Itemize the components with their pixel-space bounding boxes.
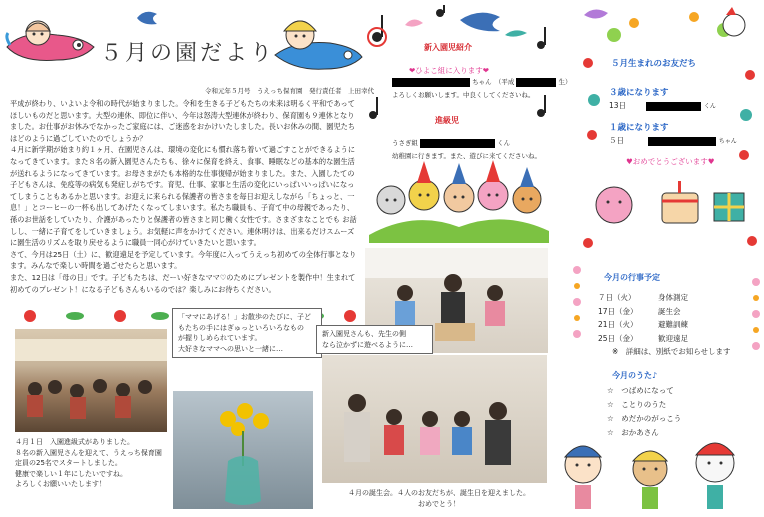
- page-title: ５月の園だより: [100, 41, 276, 66]
- congratulations-text: ♥おめでとうございます♥: [626, 157, 715, 166]
- paragraph-excursion: さて、今月は25日（土）に、歓迎遠足を予定しています。今年度に入ってうえっち初めての全体行事となります。みんなで楽しい時間を過ごせたらと思います。: [10, 249, 357, 271]
- redacted-birthdate: [516, 78, 556, 87]
- main-article: [10, 98, 358, 295]
- schedule-list: [598, 291, 731, 359]
- paragraph-intro: 平成が終わり、いよいよ令和の時代が始まりました。令和を生きる子どもたちの未来は明るく平和であってほしいものだと思います。大型の連休、即位に伴い、今年は怒涛大型連休が終わり、保育園も９連休となりました。お仕事がお休みでなかったご家庭には、ご迷惑をおかけいたしました。長いお休みの間、園児たちはどのように過ごしていたのでしょうか？: [10, 99, 356, 143]
- title-carp-left-illustration: [2, 5, 97, 80]
- paragraph-april: ４月に新学期が始まり約１ヶ月、在園児さんは、環境の変化にも慣れ落ち着いて過ごすことができるようになってきています。また８名の新入園児さんたちも、徐々に保育を終え、食事、睡眠などの基本的な園生活が送れるようになってきています。お母さまがたも本格的な仕事復帰が始まりました。また、入園したての子どもさんは、免疫等の病気も発症しがちです。育児、仕事、家事と生活の変化にいっぱいいっぱいになってしまうこともあるかと思います。お迎えに来られる保護者の皆さまを毎日お迎えしながら「ちょっと、一息！」とコーヒーの一杯も出してあげたくなってしまいます。私たち職員も、子育て中の母親であったり、孫のお世話をしていたり、介護があったりと保護者の皆さまと同じ働く女性です。さまざまなことでも お話しし、一緒に子育てをしていきましょう。お気軽に声をかけてください。連休明けは、出来るだけスムーズに園生活のリズムを取り戻せるように職員一同心がけていきたいと思います。: [10, 145, 357, 248]
- paragraph-mothers-day: また、12日は「母の日」です。子どもたちは、だーい好きなママ♡のためにプレゼントを製作中！生まれて初めてのプレゼント！になる子どもさんもいるのでは？楽しみにお待ちください。: [10, 272, 356, 294]
- redacted-name: [420, 139, 495, 148]
- animal-friends-illustration: [369, 155, 549, 243]
- songs-heading: 今月のうた♪: [612, 371, 658, 380]
- birthday-entry-1: 13日 くん: [609, 101, 716, 110]
- redacted-name: [392, 78, 470, 87]
- title-bird-icon: [135, 8, 159, 26]
- graduating-kid-line: うさぎ組 くん: [392, 139, 511, 147]
- schedule-item: ７日（火） 身体測定: [598, 293, 688, 302]
- new-kids-heading: 新入園児紹介: [424, 43, 472, 52]
- issuer-line: 令和元年５月号 うえっち保育園 発行責任者 上田幸代: [205, 87, 374, 95]
- song-item: ☆ つばめになって: [607, 386, 674, 395]
- ceremony-caption: ４月１日 入園進級式がありました。 ８名の新入園児さんを迎えて、うえっち保育園 定員の25名でスタートしました。 健康で楽しい１年にしたいですね。 よろしくお願いいたします！: [15, 438, 162, 488]
- song-item: ☆ おかあさん: [607, 428, 659, 437]
- birthdays-heading: ５月生まれのお友だち: [611, 59, 697, 69]
- birthday-group-3yrs: ３歳になります: [609, 88, 669, 98]
- new-kid-line: ちゃん （平成 生）: [392, 77, 571, 87]
- schedule-heading: 今月の行事予定: [604, 273, 660, 282]
- song-item: ☆ ことりのうた: [607, 400, 667, 409]
- ceremony-photo: [15, 329, 167, 432]
- title-carp-right-illustration: [270, 5, 365, 83]
- schedule-note: ※ 詳細は、別紙でお知らせします: [612, 347, 731, 356]
- graduating-kid-message: 幼稚園に行きます。また、遊びに来てくださいね。: [392, 152, 541, 160]
- new-kid-greeting: よろしくお願いします。中良くしてくださいね。: [392, 91, 535, 99]
- schedule-item: 17日（金） 誕生会: [598, 306, 681, 316]
- hiyoko-class-subheading: ❤ひよこ組に入ります❤: [409, 66, 490, 75]
- flower-vase-photo: [173, 391, 313, 509]
- animal-band-illustration: [555, 425, 762, 513]
- song-item: ☆ めだかのがっこう: [607, 414, 682, 423]
- birthday-entry-2: ５日 ちゃん: [609, 136, 737, 145]
- birthday-photo: [322, 355, 547, 483]
- birthday-group-1yr: １歳になります: [609, 123, 669, 133]
- play-caption-box: 新入園児さんも、先生の側 なら泣かずに遊べるように…: [316, 325, 433, 354]
- mama-caption-box: 「ママにあげる！」お散歩のたびに、子ど もたちの手にはぎゅっといろいろなもの が握りしめられています。 大好きなママへの思いと一緒に…: [172, 308, 322, 358]
- redacted-name: [648, 137, 716, 146]
- schedule-item: 25日（金） 歓迎遠足: [598, 333, 688, 343]
- birthday-caption: ４月の誕生会。４人のお友だちが、誕生日を迎えました。 おめでとう！: [348, 489, 530, 508]
- graduating-heading: 進級児: [435, 116, 459, 125]
- schedule-item: 21日（火） 避難訓練: [598, 320, 688, 329]
- redacted-name: [646, 102, 701, 111]
